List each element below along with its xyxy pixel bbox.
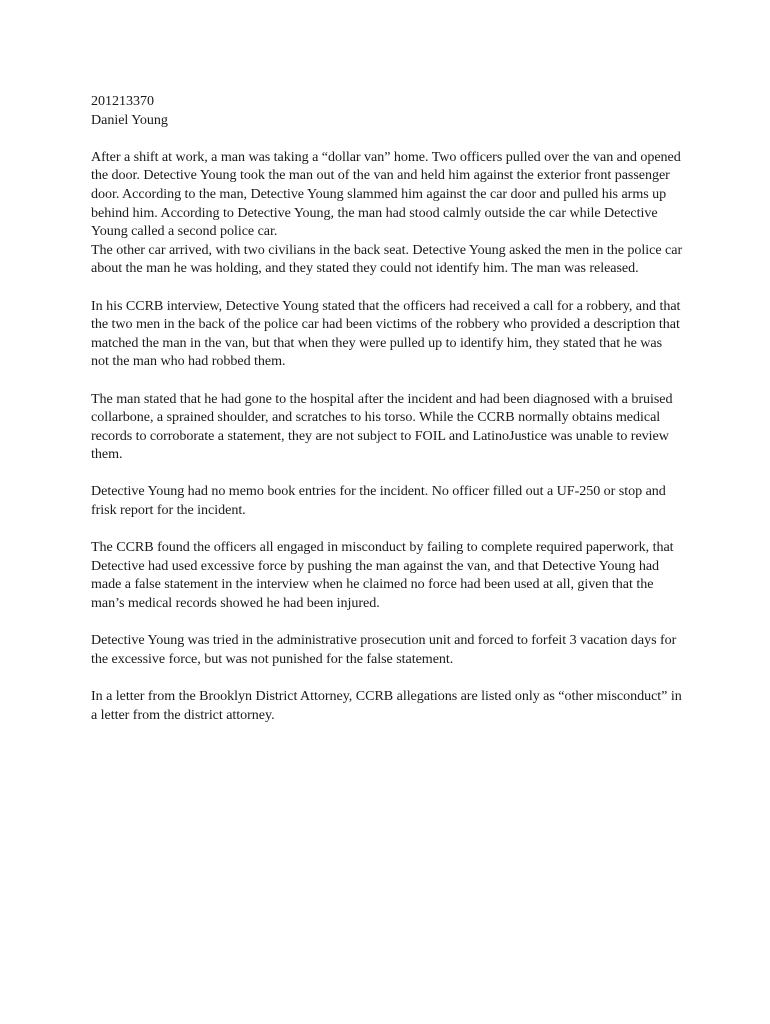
paragraph-ccrb-interview: In his CCRB interview, Detective Young stated that the officers had received a call for a robbery, and that the two men in the back of the police car had been victims of the robbery who provided a description that matched the man in the van, but that when they were pulled up to identify him, they stated that he was not the man who had robbed them.: [91, 297, 681, 370]
paragraph-incident: After a shift at work, a man was taking a “dollar van” home. Two officers pulled over the van and opened the door. Detective Young took the man out of the van and held him against the exterior front passenger door. According to the man, Detective Young slammed him against the car door and pulled his arms up behind him. According to Detective Young, the man had stood calmly outside the car while Detective Young called a second police car.: [91, 148, 681, 240]
document-body: [91, 92, 683, 724]
paragraph-release: The other car arrived, with two civilians in the back seat. Detective Young asked the men in the police car about the man he was holding, and they stated they could not identify him. The man was released.: [91, 241, 683, 277]
paragraph-ccrb-findings: The CCRB found the officers all engaged in misconduct by failing to complete required paperwork, that Detective had used excessive force by pushing the man against the van, and that Detective Young had made a false statement in the interview when he claimed no force had been used at all, given that the man’s medical records showed he had been injured.: [91, 539, 674, 612]
paragraph-memo-book: Detective Young had no memo book entries for the incident. No officer filled out a UF-250 or stop and frisk report for the incident.: [91, 483, 666, 519]
case-number: 201213370: [91, 93, 154, 109]
paragraph-da-letter: In a letter from the Brooklyn District Attorney, CCRB allegations are listed only as “other misconduct” in a letter from the district attorney.: [91, 688, 682, 723]
paragraph-injuries: The man stated that he had gone to the hospital after the incident and had been diagnosed with a bruised collarbone, a sprained shoulder, and scratches to his torso. While the CCRB normally obtains medical records to corroborate a statement, they are not subject to FOIL and LatinoJustice was unable to review them.: [91, 390, 673, 463]
paragraph-discipline: Detective Young was tried in the administrative prosecution unit and forced to forfeit 3 vacation days for the excessive force, but was not punished for the false statement.: [91, 632, 677, 667]
officer-name: Daniel Young: [91, 111, 168, 128]
